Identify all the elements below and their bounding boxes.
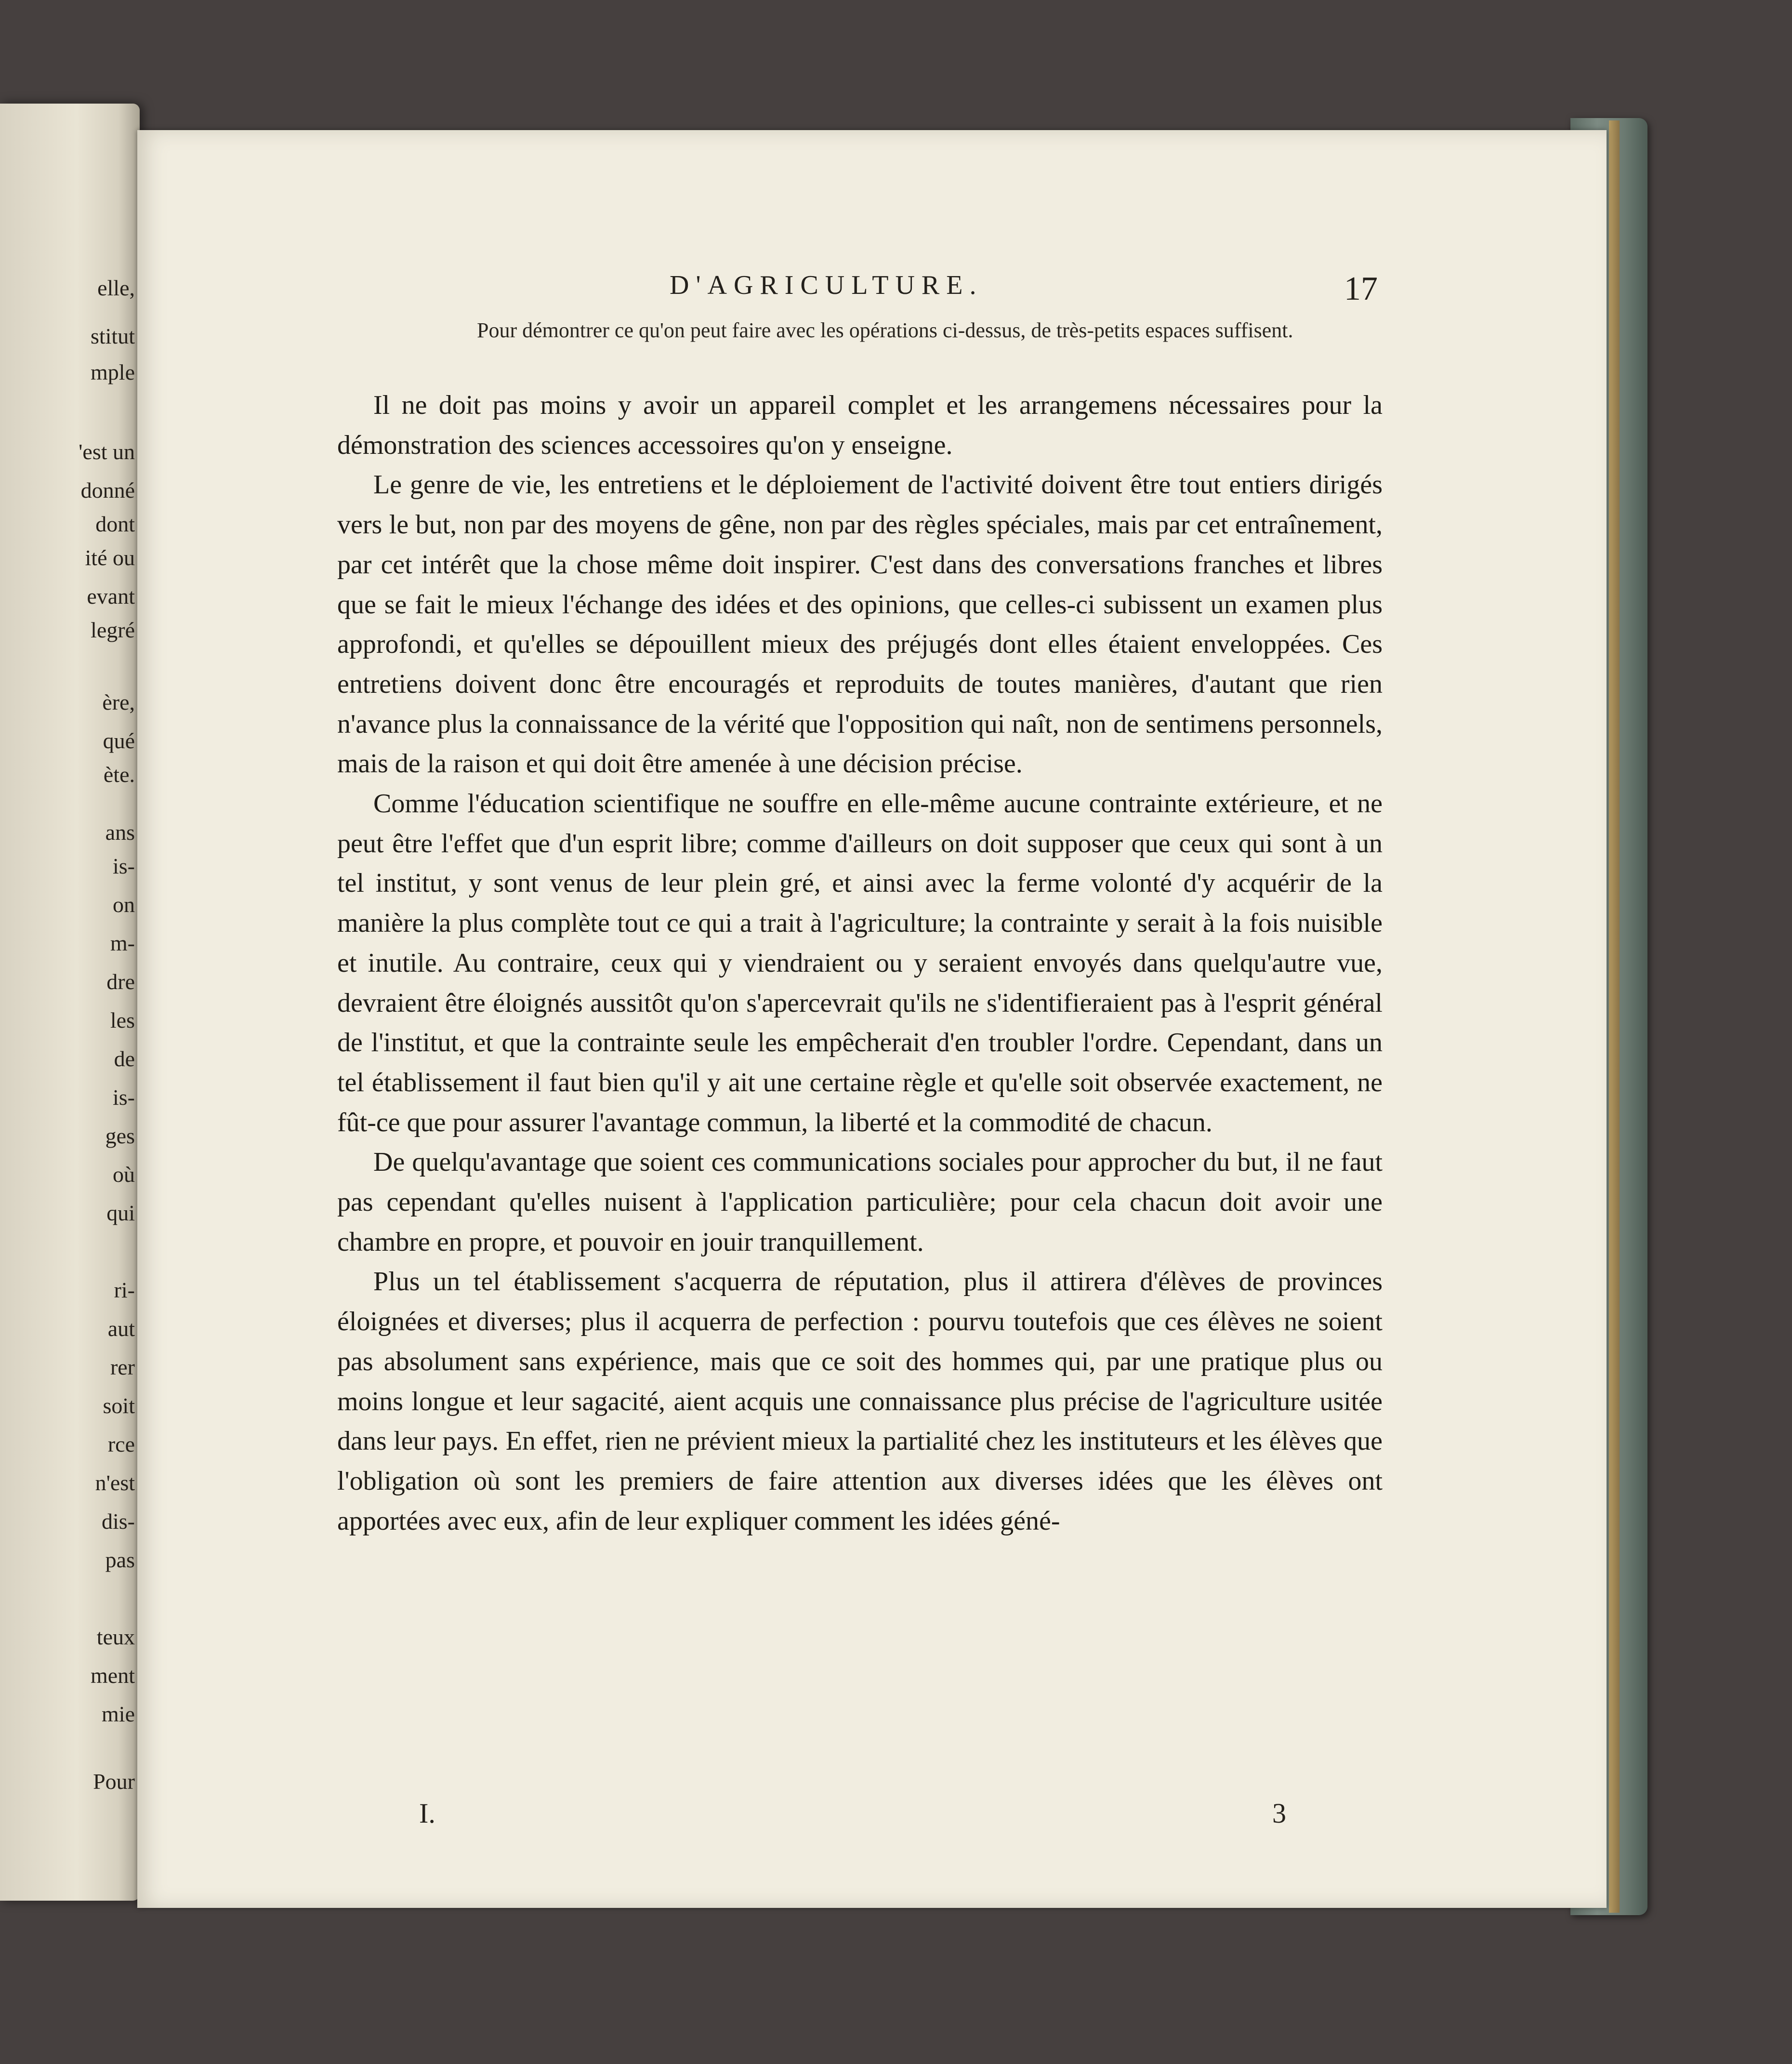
footnote-text: Pour démontrer ce qu'on peut faire avec les opérations ci-dessus, de très-petits espaces suffisent. (477, 318, 1293, 342)
left-page-fragment: rce (107, 1432, 135, 1456)
page-number: 17 (1344, 270, 1378, 307)
paragraph: Plus un tel établissement s'acquerra de réputation, plus il attirera d'élèves de provinces éloignées et diverses; plus il acquerra de perfection : pourvu toutefois que ces élèves ne soient pas absolument sans expérience, mais que ce soit des hommes qui, par une pratique plus ou moins longue et leur sagacité, aient acquis une connaissance plus précise de l'agriculture usitée dans leur pays. En effet, rien ne prévient mieux la partialité chez les instituteurs et les élèves que l'obligation où sont les premiers de faire attention aux diverses idées que les élèves ont apportées avec eux, afin de leur expliquer comment les idées géné- (337, 1267, 1383, 1536)
body-text (337, 385, 1383, 1541)
left-page-fragment: les (110, 1008, 135, 1032)
paragraph: Comme l'éducation scientifique ne souffre en elle-même aucune contrainte extérieure, et ne peut être l'effet que d'un esprit libre; comme d'ailleurs on doit supposer que ceux qui sont à un tel institut, y sont venus de leur plein gré, et ainsi avec la ferme volonté d'y acquérir de la manière la plus complète tout ce qui a trait à l'agriculture; la contrainte y serait à la fois nuisible et inutile. Au contraire, ceux qui y viendraient ou y seraient envoyés dans quelqu'autre vue, devraient être éloignés aussitôt qu'on s'apercevrait qu'ils ne s'identifieraient pas à l'esprit général de l'institut, et que la contrainte seule les empêcherait d'en troubler l'ordre. Cependant, dans un tel établissement il faut bien qu'il y ait une certaine règle et qu'elle soit observée exactement, ne fût-ce que pour assurer l'avantage commun, la liberté et la commodité de chacun. (337, 789, 1383, 1138)
left-page-fragment: aut (107, 1316, 135, 1341)
left-page-fragment: de (114, 1046, 135, 1071)
left-page-fragment: is- (113, 1085, 135, 1110)
left-page-edge (0, 104, 140, 1901)
left-page-fragment: on (113, 892, 135, 917)
left-page-fragment: mple (91, 360, 135, 384)
left-page-fragment: rer (110, 1355, 135, 1379)
left-page-fragment: donné (80, 478, 135, 503)
paragraph: Le genre de vie, les entretiens et le déploiement de l'activité doivent être tout entiers dirigés vers le but, non par des moyens de gêne, non par des règles spéciales, mais par cet entraînement, par cet intérêt que la chose même doit inspirer. C'est dans des conversations franches et libres que se fait le mieux l'échange des idées et des opinions, que celles-ci subissent un examen plus approfondi, et qu'elles se dépouillent mieux des préjugés dont elles étaient enveloppées. Ces entretiens doivent donc être encouragés et reproduits de toutes manières, d'autant que rien n'avance plus la connaissance de la vérité que l'opposition qui naît, non de sentimens personnels, mais de la raison et qui doit être amenée à une décision précise. (337, 470, 1383, 779)
left-page-fragment: qui (106, 1201, 135, 1225)
left-page-fragment: n'est (95, 1470, 135, 1495)
left-page-fragment: 'est un (79, 439, 135, 464)
left-page-fragment: soit (103, 1393, 135, 1418)
left-page-fragment: ère, (102, 690, 135, 714)
left-page-fragment: ges (105, 1124, 135, 1148)
left-page-fragment: mie (102, 1702, 135, 1726)
left-page-fragment: ète. (103, 762, 135, 787)
left-page-fragment: ment (91, 1663, 135, 1688)
left-page-fragment: ri- (114, 1278, 135, 1302)
left-page-fragment: elle, (97, 276, 135, 300)
left-page-fragment: dre (106, 969, 135, 994)
left-page-fragment: is- (113, 854, 135, 878)
left-page-fragment: ité ou (85, 545, 135, 570)
running-title: D'AGRICULTURE. (670, 270, 983, 300)
paragraph: Il ne doit pas moins y avoir un appareil complet et les arrangemens nécessaires pour la démonstration des sciences accessoires qu'on y enseigne. (337, 390, 1383, 460)
page-header (670, 270, 1378, 313)
left-page-fragment: Pour (93, 1769, 135, 1794)
sheet-number: 3 (1272, 1798, 1286, 1829)
left-page-fragment: teux (96, 1625, 135, 1649)
gilt-edge (1609, 120, 1620, 1913)
left-page-fragment: dont (95, 512, 135, 536)
signature-mark: I. (419, 1798, 435, 1829)
left-page-fragment: dis- (102, 1509, 135, 1534)
left-page-fragment: legré (91, 618, 135, 642)
left-page-fragment: où (113, 1162, 135, 1187)
left-page-fragment: ans (105, 820, 135, 845)
left-page-fragment: qué (103, 728, 135, 753)
left-page-fragment: evant (87, 584, 135, 609)
paragraph: De quelqu'avantage que soient ces communications sociales pour approcher du but, il ne faut pas cependant qu'elles nuisent à l'application particulière; pour cela chacun doit avoir une chambre en propre, et pouvoir en jouir tranquillement. (337, 1147, 1383, 1257)
left-page-fragment: stitut (90, 324, 135, 348)
left-page-fragment: m- (110, 931, 135, 955)
page-footer (419, 1797, 1286, 1840)
left-page-fragment: pas (105, 1548, 135, 1572)
